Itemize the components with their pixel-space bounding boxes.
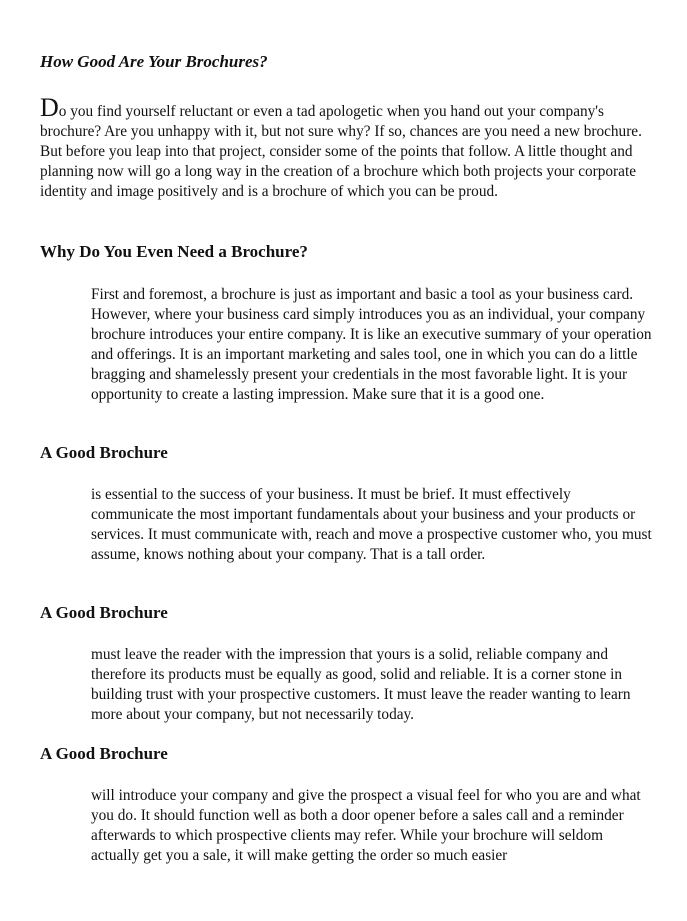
section-heading-good-brochure-1: A Good Brochure	[40, 443, 168, 462]
document-title: How Good Are Your Brochures?	[40, 52, 268, 71]
section-heading-good-brochure-2: A Good Brochure	[40, 603, 168, 622]
section-body-why-brochure: First and foremost, a brochure is just as important and basic a tool as your business card. However, where your business card simply introduces you as an individual, your company brochure introduces your entire company. It is like an executive summary of your operation and offerings. It is an important marketing and sales tool, one in which you can do a little bragging and shamelessly present your credentials in the most favorable light. It is your opportunity to create a lasting impression. Make sure that it is a good one.	[91, 286, 652, 403]
section-body-good-brochure-3: will introduce your company and give the prospect a visual feel for who you are and what you do. It should function well as both a door opener before a sales call and a reminder afterwards to which prospective clients may refer. While your brochure will seldom actually get you a sale, it will make getting the order so much easier	[91, 787, 641, 864]
section-heading-why-brochure: Why Do You Even Need a Brochure?	[40, 242, 308, 261]
intro-paragraph	[40, 93, 648, 202]
section-body-good-brochure-1: is essential to the success of your business. It must be brief. It must effectively communicate the most important fundamentals about your business and your products or services. It must communicate with, reach and move a prospective customer who, you must assume, knows nothing about your company. That is a tall order.	[91, 486, 652, 563]
intro-dropcap: D	[40, 93, 59, 122]
section-heading-good-brochure-3: A Good Brochure	[40, 744, 168, 763]
section-body-good-brochure-2: must leave the reader with the impression that yours is a solid, reliable company and therefore its products must be equally as good, solid and reliable. It is a corner stone in building trust with your prospective customers. It must leave the reader wanting to learn more about your company, but not necessarily today.	[91, 646, 631, 723]
intro-text: o you find yourself reluctant or even a tad apologetic when you hand out your company's brochure? Are you unhappy with it, but not sure why? If so, chances are you need a new brochure. But before you leap into that project, consider some of the points that follow. A little thought and planning now will go a long way in the creation of a brochure which both projects your corporate identity and image positively and is a brochure of which you can be proud.	[40, 103, 642, 200]
